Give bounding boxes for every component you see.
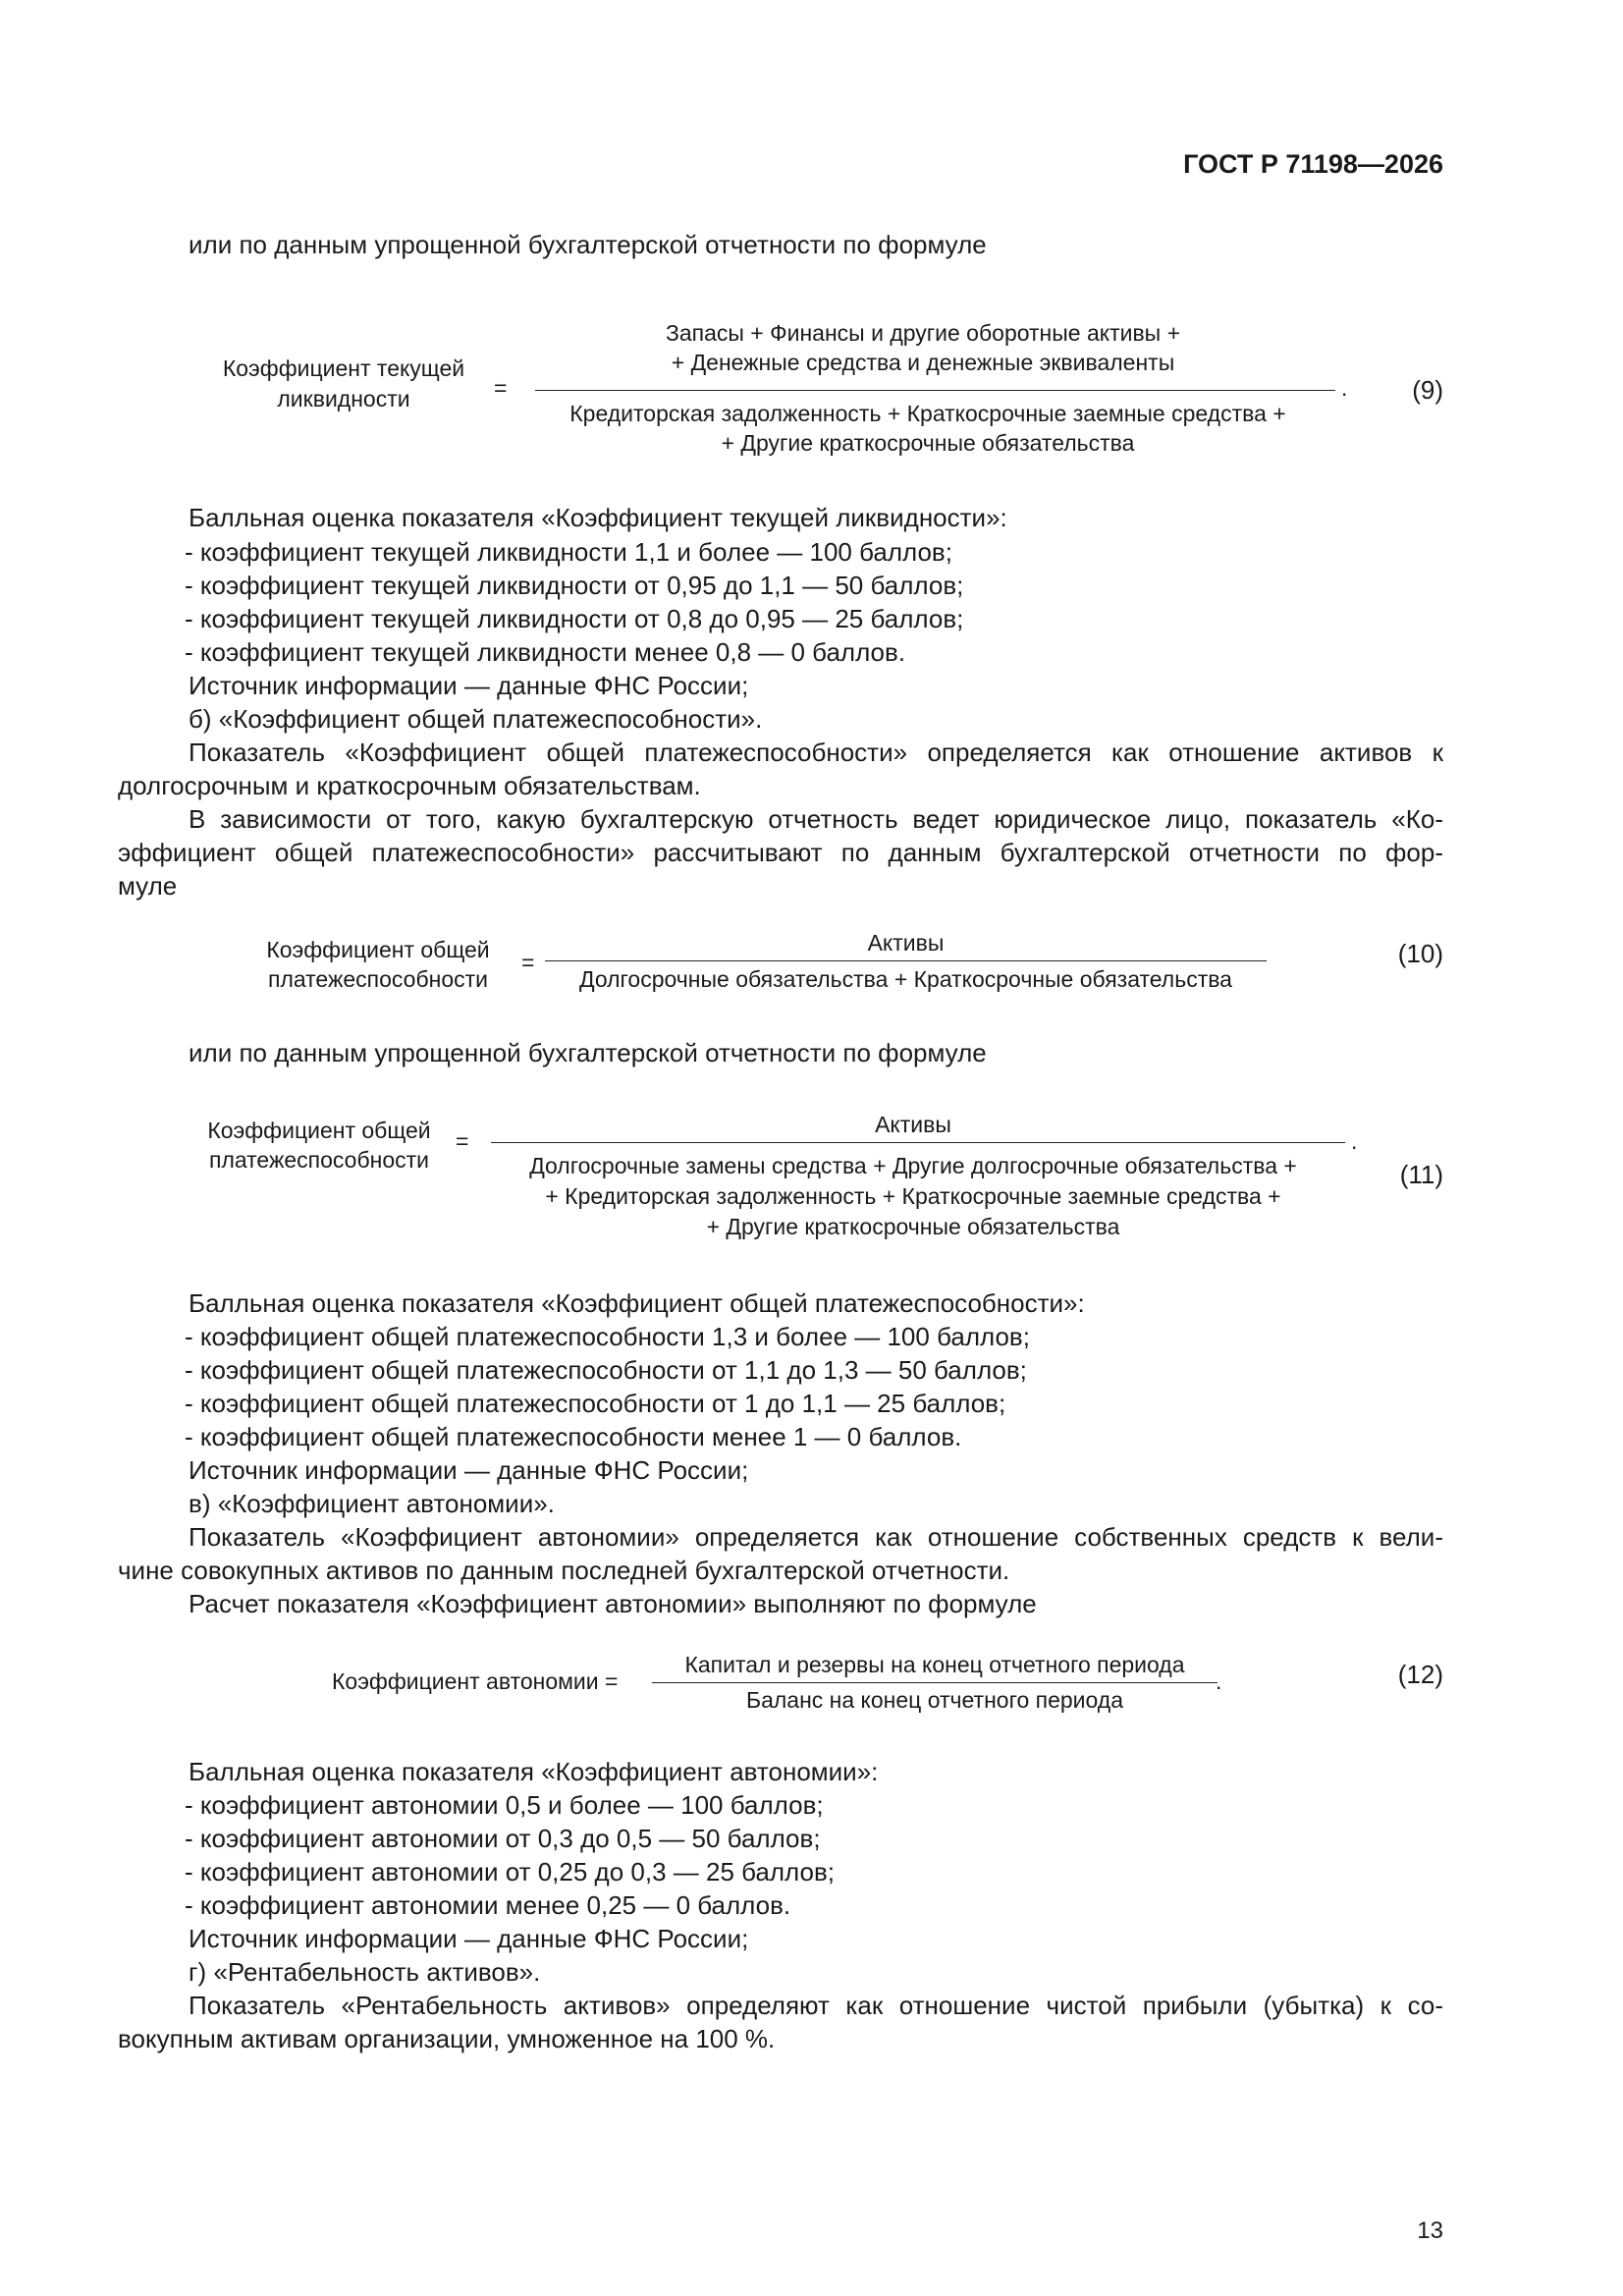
- autonomy-calc: Расчет показателя «Коэффициент автономии» выполняют по формуле: [189, 1589, 1037, 1618]
- formula-12-number: (12): [1397, 1660, 1443, 1689]
- list-item: - коэффициент общей платежеспособности менее 1 — 0 баллов.: [185, 1422, 962, 1451]
- item-g: г) «Рентабельность активов».: [189, 1957, 541, 1987]
- formula-10-numerator: Активы: [867, 930, 945, 956]
- roa-definition-line-2: вокупным активам организации, умноженное на 100 %.: [118, 2024, 776, 2053]
- solvency-definition-line-2: долгосрочным и краткосрочным обязательствам.: [118, 771, 701, 800]
- standard-code: ГОСТ Р 71198—2026: [1183, 149, 1443, 179]
- solvency-calc-line-2: эффициент общей платежеспособности» рассчитывают по данным бухгалтерской отчетности по фор-: [118, 838, 1443, 867]
- source-note: Источник информации — данные ФНС России;: [189, 1455, 749, 1485]
- formula-9-equals: =: [494, 375, 508, 401]
- list-item: - коэффициент автономии от 0,3 до 0,5 — 50 баллов;: [185, 1824, 821, 1853]
- formula-11-equals: =: [456, 1128, 469, 1154]
- formula-9-fraction-bar: [535, 390, 1335, 391]
- formula-11-lhs-line-2: платежеспособности: [209, 1147, 429, 1173]
- formula-10-number: (10): [1397, 939, 1443, 968]
- list-item: - коэффициент текущей ликвидности менее 0,8 — 0 баллов.: [185, 637, 906, 667]
- intro-simplified-2: или по данным упрощенной бухгалтерской отчетности по формуле: [189, 1038, 987, 1067]
- current-ratio-heading: Балльная оценка показателя «Коэффициент текущей ликвидности»:: [189, 503, 1007, 532]
- formula-10-lhs-line-2: платежеспособности: [268, 966, 488, 992]
- formula-11-denominator-line-2: + Кредиторская задолженность + Краткосрочные заемные средства +: [545, 1183, 1281, 1209]
- source-note: Источник информации — данные ФНС России;: [189, 1924, 749, 1953]
- formula-11-lhs-line-1: Коэффициент общей: [207, 1118, 431, 1143]
- formula-12-dot: .: [1216, 1668, 1222, 1694]
- list-item: - коэффициент общей платежеспособности 1,3 и более — 100 баллов;: [185, 1322, 1030, 1351]
- list-item: - коэффициент текущей ликвидности от 0,95 до 1,1 — 50 баллов;: [185, 571, 964, 600]
- list-item: - коэффициент текущей ликвидности от 0,8 до 0,95 — 25 баллов;: [185, 604, 964, 633]
- formula-12-denominator: Баланс на конец отчетного периода: [745, 1687, 1124, 1713]
- autonomy-definition-line-2: чине совокупных активов по данным последней бухгалтерской отчетности.: [118, 1556, 1010, 1585]
- formula-9-denominator-line-2: + Другие краткосрочные обязательства: [721, 430, 1135, 456]
- formula-12-fraction-bar: [652, 1682, 1217, 1683]
- list-item: - коэффициент общей платежеспособности от 1,1 до 1,3 — 50 баллов;: [185, 1355, 1027, 1385]
- list-item: - коэффициент автономии 0,5 и более — 100 баллов;: [185, 1790, 824, 1820]
- item-v: в) «Коэффициент автономии».: [189, 1489, 555, 1518]
- solvency-calc-line-1: В зависимости от того, какую бухгалтерскую отчетность ведет юридическое лицо, показатель «Ко-: [189, 804, 1443, 834]
- formula-10-denominator: Долгосрочные обязательства + Краткосрочные обязательства: [579, 966, 1232, 992]
- solvency-definition-line-1: Показатель «Коэффициент общей платежеспособности» определяется как отношение активов к: [189, 738, 1443, 767]
- formula-9-number: (9): [1412, 375, 1443, 405]
- roa-definition-line-1: Показатель «Рентабельность активов» определяют как отношение чистой прибыли (убытка) к со-: [189, 1991, 1443, 2020]
- list-item: - коэффициент общей платежеспособности от 1 до 1,1 — 25 баллов;: [185, 1389, 1006, 1418]
- formula-11-numerator: Активы: [875, 1112, 951, 1137]
- formula-11-dot: .: [1351, 1128, 1358, 1154]
- formula-11-fraction-bar: [491, 1142, 1345, 1143]
- solvency-heading: Балльная оценка показателя «Коэффициент общей платежеспособности»:: [189, 1288, 1085, 1318]
- item-b: б) «Коэффициент общей платежеспособности».: [189, 704, 763, 734]
- solvency-calc-line-3: муле: [118, 871, 178, 901]
- autonomy-heading: Балльная оценка показателя «Коэффициент автономии»:: [189, 1757, 879, 1786]
- formula-9-dot: .: [1341, 375, 1348, 401]
- intro-simplified-1: или по данным упрощенной бухгалтерской отчетности по формуле: [189, 230, 987, 259]
- formula-9-lhs-line-2: ликвидности: [277, 386, 410, 411]
- formula-9-lhs-line-1: Коэффициент текущей: [222, 355, 465, 381]
- list-item: - коэффициент автономии от 0,25 до 0,3 — 25 баллов;: [185, 1857, 836, 1886]
- formula-9-numerator-line-2: + Денежные средства и денежные эквиваленты: [671, 350, 1175, 375]
- formula-12-numerator: Капитал и резервы на конец отчетного периода: [684, 1652, 1185, 1677]
- formula-9-denominator-line-1: Кредиторская задолженность + Краткосрочные заемные средства +: [569, 401, 1286, 426]
- autonomy-definition-line-1: Показатель «Коэффициент автономии» определяется как отношение собственных средств к вели-: [189, 1522, 1443, 1552]
- list-item: - коэффициент автономии менее 0,25 — 0 баллов.: [185, 1890, 791, 1920]
- formula-10-fraction-bar: [545, 960, 1267, 961]
- page-number: 13: [1417, 2217, 1443, 2244]
- formula-11-number: (11): [1399, 1160, 1443, 1189]
- formula-9-numerator-line-1: Запасы + Финансы и другие оборотные активы +: [665, 320, 1181, 346]
- source-note: Источник информации — данные ФНС России;: [189, 671, 749, 700]
- formula-10-equals: =: [521, 950, 535, 975]
- list-item: - коэффициент текущей ликвидности 1,1 и более — 100 баллов;: [185, 537, 952, 567]
- formula-11-denominator-line-3: + Другие краткосрочные обязательства: [706, 1214, 1120, 1239]
- formula-10-lhs-line-1: Коэффициент общей: [266, 937, 490, 962]
- formula-12-lhs: Коэффициент автономии =: [332, 1668, 619, 1694]
- formula-11-denominator-line-1: Долгосрочные замены средства + Другие долгосрочные обязательства +: [529, 1153, 1297, 1178]
